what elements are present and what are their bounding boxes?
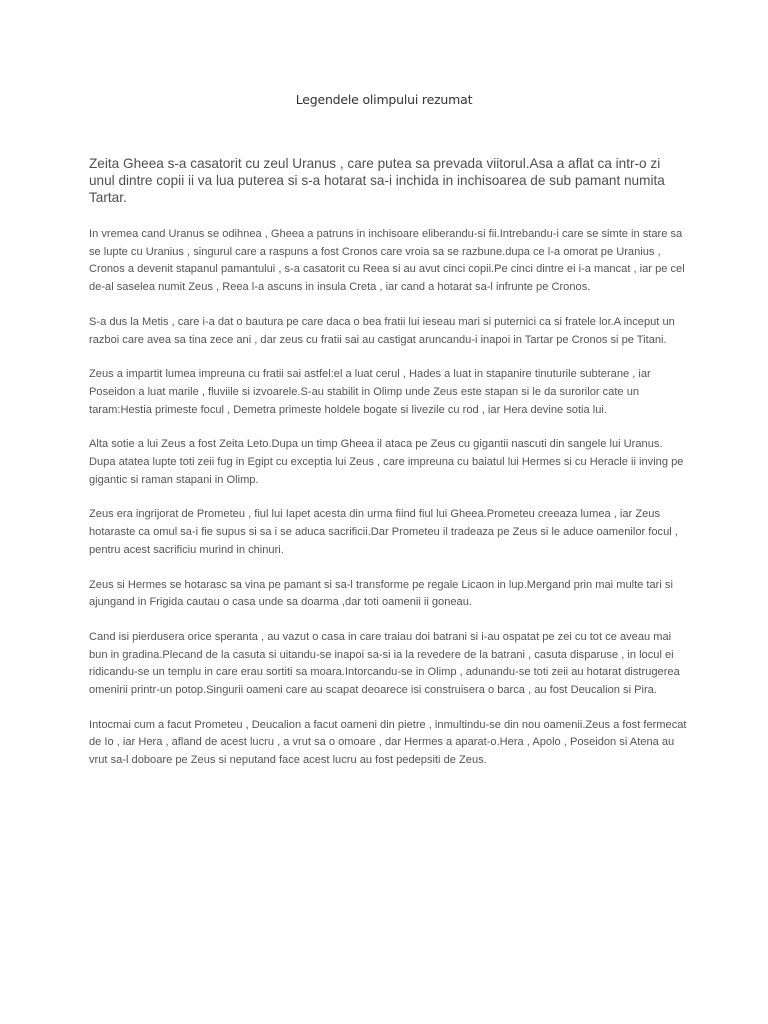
paragraph-4: Alta sotie a lui Zeus a fost Zeita Leto.Dupa un timp Gheea il ataca pe Zeus cu gigantii nascuti din sangele lui Uranus. Dupa atatea lupte toti zeii fug in Egipt cu exceptia lui Zeus , care impreuna cu baiatul lui Hermes si cu Heracle ii inving pe gigantic si raman stapani in Olimp. bbox=[89, 438, 684, 486]
paragraph-2: S-a dus la Metis , care i-a dat o bautura pe care daca o bea fratii lui ieseau mari si puternici ca si fratele lor.A inceput un razboi care avea sa tina zece ani , dar zeus cu fratii sai au castigat aruncandu-i inapoi in Tartar pe Cronos si pe Titani. bbox=[89, 315, 675, 346]
document-body bbox=[89, 155, 689, 787]
paragraph-5: Zeus era ingrijorat de Prometeu , fiul lui Iapet acesta din urma fiind fiul lui Gheea.Prometeu creeaza lumea , iar Zeus hotaraste ca omul sa-i fie supus si sa i se aduca sacrificii.Dar Prometeu il tradeaza pe Zeus si le aduce oamenilor focul , pentru acest sacrificiu murind in chinuri. bbox=[89, 508, 678, 556]
document-title: Legendele olimpului rezumat bbox=[295, 92, 473, 107]
paragraph-8: Intocmai cum a facut Prometeu , Deucalion a facut oameni din pietre , inmultindu-se din nou oamenii.Zeus a fost fermecat de Io , iar Hera , afland de acest lucru , a vrut sa o omoare , dar Hermes a aparat-o.Hera , Apolo , Poseidon si Atena au vrut sa-l doboare pe Zeus si neputand face acest lucru au fost pedepsiti de Zeus. bbox=[89, 718, 687, 767]
paragraph-7: Cand isi pierdusera orice speranta , au vazut o casa in care traiau doi batrani si i-au ospatat pe zei cu tot ce aveau mai bun in gradina.Plecand de la casuta si uitandu-se inapoi sa-si ia la revedere de la batrani , casuta disparuse , in locul ei ridicandu-se un templu in care erau sortiti sa moara.Intorcandu-se in Olimp , adunandu-se toti zeii au hotarat distrugerea omenirii printr-un potop.Singurii oameni care au scapat deoarece isi construisera o barca , au fost Deucalion si Pira. bbox=[89, 630, 680, 697]
paragraph-1: In vremea cand Uranus se odihnea , Gheea a patruns in inchisoare eliberandu-si fii.Intrebandu-i care se simte in stare sa se lupte cu Uranius , singurul care a raspuns a fost Cronos care vroia sa se razbune.dupa ce l-a omorat pe Uranius , Cronos a devenit stapanul pamantului , s-a casatorit cu Reea si au avut cinci copii.Pe cinci dintre ei i-a mancat , iar pe cel de-al saselea numit Zeus , Reea l-a ascuns in insula Creta , iar cand a hotarat sa-l infrunte pe Cronos. bbox=[89, 228, 685, 294]
paragraph-6: Zeus si Hermes se hotarasc sa vina pe pamant si sa-l transforme pe regale Licaon in lup.Mergand prin mai multe tari si ajungand in Frigida cautau o casa unde sa doarma ,dar toti oamenii ii goneau. bbox=[89, 578, 673, 609]
paragraph-3: Zeus a impartit lumea impreuna cu fratii sai astfel:el a luat cerul , Hades a luat in stapanire tinuturile subterane , iar Poseidon a luat marile , fluviile si izvoarele.S-au stabilit in Olimp unde Zeus este stapan si le da surorilor cate un taram:Hestia primeste focul , Demetra primeste holdele bogate si livezile cu rod , iar Hera devine sotia lui. bbox=[89, 368, 651, 416]
intro-paragraph: Zeita Gheea s-a casatorit cu zeul Uranus , care putea sa prevada viitorul.Asa a aflat ca intr-o zi unul dintre copii ii va lua puterea si s-a hotarat sa-i inchida in inchisoarea de sub pamant numita Tartar. bbox=[89, 156, 665, 205]
